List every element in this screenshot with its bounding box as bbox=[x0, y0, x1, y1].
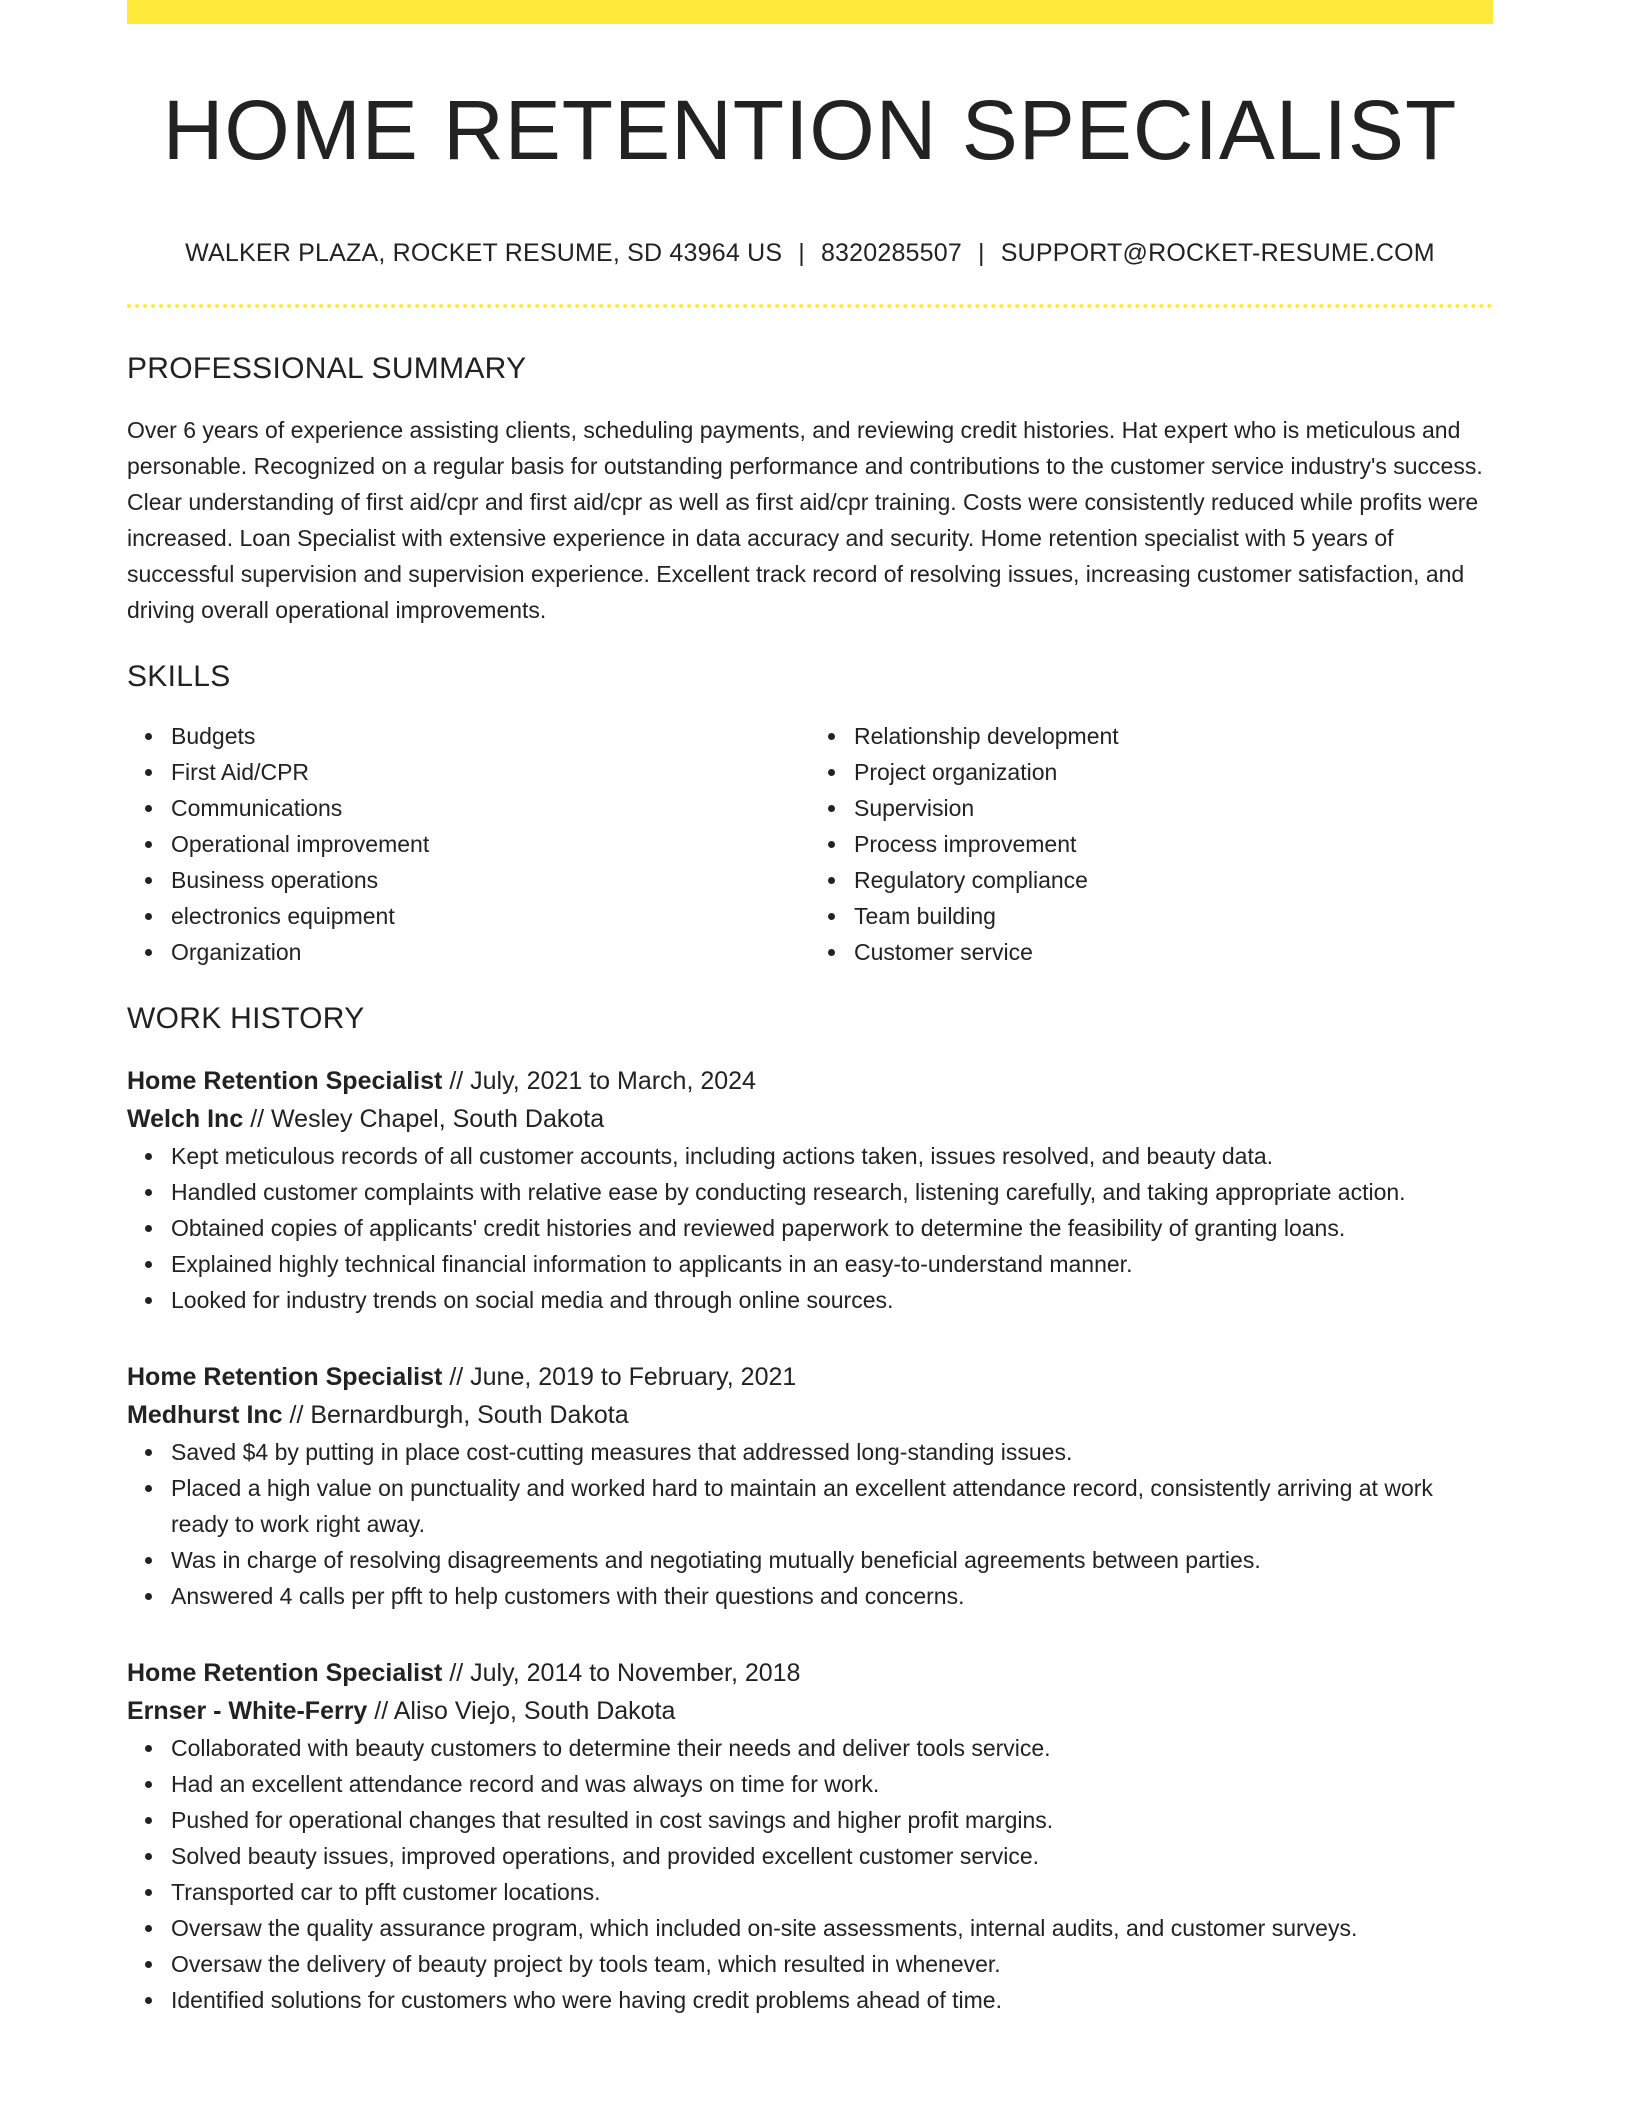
job-role: Home Retention Specialist bbox=[127, 1362, 443, 1391]
job-location: // Aliso Viejo, South Dakota bbox=[374, 1696, 676, 1725]
job-company-line bbox=[127, 1692, 1493, 1730]
job-company: Ernser - White-Ferry bbox=[127, 1696, 368, 1725]
skill-item: Business operations bbox=[171, 862, 810, 898]
job-company: Medhurst Inc bbox=[127, 1400, 283, 1429]
skill-item: Team building bbox=[854, 898, 1493, 934]
job-role: Home Retention Specialist bbox=[127, 1658, 443, 1687]
resume-name-heading: HOME RETENTION SPECIALIST bbox=[162, 83, 1458, 177]
work-history-section-title: WORK HISTORY bbox=[127, 1001, 365, 1035]
job-bullet-list bbox=[127, 1138, 1493, 1318]
job-dates: // July, 2014 to November, 2018 bbox=[449, 1658, 801, 1687]
skills-column-right bbox=[810, 718, 1493, 970]
job-entry bbox=[127, 1062, 1493, 1318]
job-role-line bbox=[127, 1062, 1493, 1100]
skill-item: Process improvement bbox=[854, 826, 1493, 862]
job-bullet: Was in charge of resolving disagreements and negotiating mutually beneficial agreements between parties. bbox=[171, 1542, 1493, 1578]
skill-item: Regulatory compliance bbox=[854, 862, 1493, 898]
skills-section-title: SKILLS bbox=[127, 659, 231, 693]
job-bullet: Had an excellent attendance record and was always on time for work. bbox=[171, 1766, 1493, 1802]
skill-item: Supervision bbox=[854, 790, 1493, 826]
skills-grid bbox=[127, 718, 1493, 970]
job-role-line bbox=[127, 1358, 1493, 1396]
job-bullet: Solved beauty issues, improved operations, and provided excellent customer service. bbox=[171, 1838, 1493, 1874]
job-bullet: Saved $4 by putting in place cost-cutting measures that addressed long-standing issues. bbox=[171, 1434, 1493, 1470]
job-bullet: Oversaw the quality assurance program, which included on-site assessments, internal audits, and customer surveys. bbox=[171, 1910, 1493, 1946]
job-bullet: Placed a high value on punctuality and worked hard to maintain an excellent attendance record, consistently arriving at work ready to work right away. bbox=[171, 1470, 1493, 1542]
job-role-line bbox=[127, 1654, 1493, 1692]
skill-item: Operational improvement bbox=[171, 826, 810, 862]
contact-separator: | bbox=[977, 238, 985, 267]
skill-item: Relationship development bbox=[854, 718, 1493, 754]
contact-line bbox=[127, 239, 1493, 268]
contact-address: WALKER PLAZA, ROCKET RESUME, SD 43964 US bbox=[185, 238, 783, 267]
job-bullet: Pushed for operational changes that resulted in cost savings and higher profit margins. bbox=[171, 1802, 1493, 1838]
job-company: Welch Inc bbox=[127, 1104, 244, 1133]
job-location: // Wesley Chapel, South Dakota bbox=[250, 1104, 605, 1133]
job-bullet: Oversaw the delivery of beauty project by tools team, which resulted in whenever. bbox=[171, 1946, 1493, 1982]
accent-top-bar bbox=[127, 0, 1493, 24]
skill-item: Communications bbox=[171, 790, 810, 826]
skills-column-left bbox=[127, 718, 810, 970]
contact-phone: 8320285507 bbox=[820, 238, 962, 267]
skill-item: Project organization bbox=[854, 754, 1493, 790]
contact-separator: | bbox=[798, 238, 805, 267]
job-bullet: Handled customer complaints with relative ease by conducting research, listening carefully, and taking appropriate action. bbox=[171, 1174, 1493, 1210]
job-bullet: Answered 4 calls per pfft to help customers with their questions and concerns. bbox=[171, 1578, 1493, 1614]
job-company-line bbox=[127, 1396, 1493, 1434]
skill-item: First Aid/CPR bbox=[171, 754, 810, 790]
job-entry bbox=[127, 1358, 1493, 1614]
job-bullet: Looked for industry trends on social media and through online sources. bbox=[171, 1282, 1493, 1318]
job-bullet: Obtained copies of applicants' credit histories and reviewed paperwork to determine the feasibility of granting loans. bbox=[171, 1210, 1493, 1246]
skill-item: Organization bbox=[171, 934, 810, 970]
skill-item: Budgets bbox=[171, 718, 810, 754]
summary-section-title: PROFESSIONAL SUMMARY bbox=[127, 351, 527, 385]
job-bullet: Explained highly technical financial information to applicants in an easy-to-understand manner. bbox=[171, 1246, 1493, 1282]
job-entry bbox=[127, 1654, 1493, 2018]
contact-email: SUPPORT@ROCKET-RESUME.COM bbox=[1000, 238, 1435, 267]
skill-item: Customer service bbox=[854, 934, 1493, 970]
job-bullet: Collaborated with beauty customers to determine their needs and deliver tools service. bbox=[171, 1730, 1493, 1766]
job-company-line bbox=[127, 1100, 1493, 1138]
job-role: Home Retention Specialist bbox=[127, 1066, 443, 1095]
job-bullet: Transported car to pfft customer locations. bbox=[171, 1874, 1493, 1910]
job-bullet-list bbox=[127, 1434, 1493, 1614]
job-bullet: Identified solutions for customers who were having credit problems ahead of time. bbox=[171, 1982, 1493, 2018]
job-dates: // June, 2019 to February, 2021 bbox=[449, 1362, 797, 1391]
job-bullet-list bbox=[127, 1730, 1493, 2018]
dotted-divider bbox=[127, 304, 1493, 308]
job-dates: // July, 2021 to March, 2024 bbox=[449, 1066, 756, 1095]
job-bullet: Kept meticulous records of all customer accounts, including actions taken, issues resolved, and beauty data. bbox=[171, 1138, 1493, 1174]
resume-page bbox=[127, 0, 1493, 2018]
skill-item: electronics equipment bbox=[171, 898, 810, 934]
job-location: // Bernardburgh, South Dakota bbox=[289, 1400, 629, 1429]
summary-text: Over 6 years of experience assisting clients, scheduling payments, and reviewing credit histories. Hat expert who is meticulous and personable. Recognized on a regular basis for outstanding performance and contributions to the customer service industry's success. Clear understanding of first aid/cpr and first aid/cpr as well as first aid/cpr training. Costs were consistently reduced while profits were increased. Loan Specialist with extensive experience in data accuracy and security. Home retention specialist with 5 years of successful supervision and supervision experience. Excellent track record of resolving issues, increasing customer satisfaction, and driving overall operational improvements. bbox=[127, 416, 1483, 623]
